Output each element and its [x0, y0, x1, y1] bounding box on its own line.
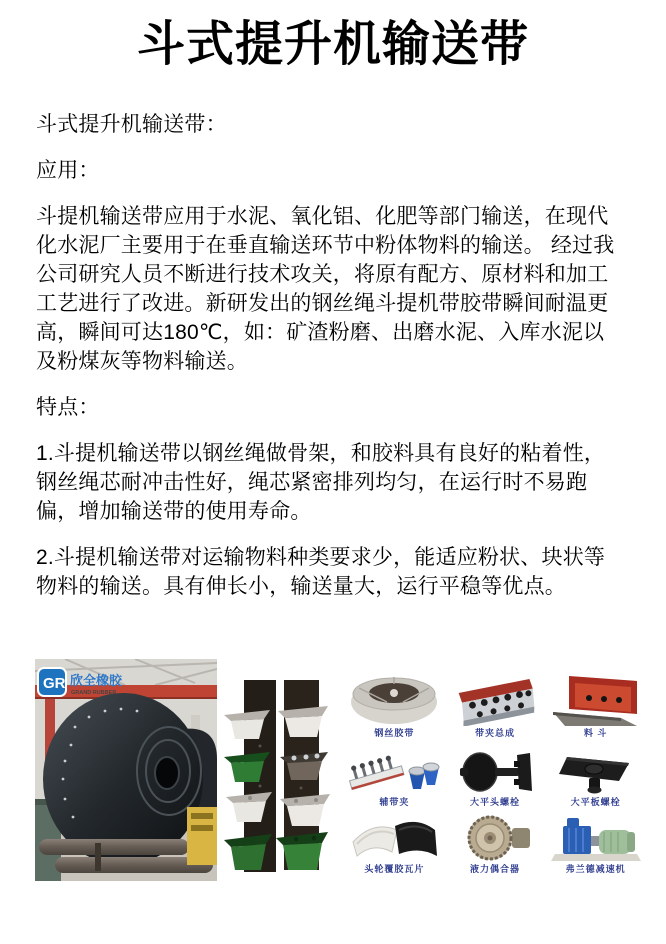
- product-label: 液力偶合器: [469, 864, 520, 874]
- factory-photo: [35, 659, 217, 881]
- flat-head-bolt-image: [448, 749, 542, 795]
- factory-photo-image: [35, 659, 217, 881]
- steel-wire-belt-image: [347, 672, 441, 726]
- application-paragraph: 斗提机输送带应用于水泥、氧化铝、化肥等部门输送，在现代化水泥厂主要用于在垂直输送环节中粉体物料的输送。 经过我公司研究人员不断进行技术攻关，将原有配方、原材料和加工工艺进行了改进。新研发出的钢丝绳斗提机带胶带瞬间耐温更高，瞬间可达180℃，如：矿渣粉磨、出磨水泥、入库水泥以及粉煤灰等物料输送。: [36, 205, 615, 373]
- bucket-display: [222, 666, 338, 879]
- flender-reducer-image: [549, 814, 643, 862]
- intro-heading: 斗式提升机输送带：: [36, 113, 227, 136]
- product-cell-belt-clamp-assembly: [445, 663, 546, 739]
- page-title: 斗式提升机输送带: [136, 18, 529, 71]
- product-label: 弗兰德减速机: [565, 864, 626, 874]
- product-label: 钢丝胶带: [374, 728, 415, 738]
- hopper-image: [549, 672, 643, 726]
- product-label: 辅带夹: [379, 797, 410, 807]
- bucket-display-image: [222, 666, 338, 879]
- product-cell-flat-plate-bolt: [545, 739, 646, 808]
- roll-center-hole: [155, 757, 179, 789]
- rubber-lagging-image: [347, 814, 441, 862]
- feature-item-1: 1.斗提机输送带以钢丝绳做骨架，和胶料具有良好的粘着性，钢丝绳芯耐冲击性好，绳芯紧密排列均匀，在运行时不易跑偏，增加输送带的使用寿命。: [36, 442, 606, 523]
- belt-clamp-assembly-image: [448, 672, 542, 726]
- machine-roller: [39, 839, 189, 855]
- accessory-grid: [344, 663, 646, 877]
- feature-item-2: 2.斗提机输送带对运输物料种类要求少，能适应粉状、块状等物料的输送。具有伸长小，输送量大，运行平稳等优点。: [36, 546, 606, 598]
- product-label: 头轮覆胶瓦片: [364, 864, 425, 874]
- application-heading: 应用：: [36, 159, 100, 182]
- fluid-coupling-image: [448, 814, 542, 862]
- blue-cups: [409, 763, 439, 789]
- aux-belt-clamp-image: [347, 749, 441, 795]
- features-heading: 特点：: [36, 396, 100, 419]
- logo-name-cn: 欣全橡胶: [70, 673, 123, 688]
- product-label: 大平头螺栓: [469, 797, 520, 807]
- product-cell-fluid-coupling: [445, 808, 546, 875]
- elevator-bucket-green: [276, 832, 328, 870]
- flat-plate-bolt-image: [549, 749, 643, 795]
- product-label: 带夹总成: [474, 728, 515, 738]
- product-cell-flat-head-bolt: [445, 739, 546, 808]
- product-cell-aux-belt-clamp: [344, 739, 445, 808]
- product-cell-flender-reducer: [545, 808, 646, 875]
- logo-monogram: GR: [43, 675, 66, 692]
- product-gallery: [0, 659, 666, 891]
- product-label: 大平板螺栓: [570, 797, 621, 807]
- logo-name-en: GRAND RUBBER: [71, 690, 117, 696]
- product-cell-hopper: [545, 663, 646, 739]
- product-cell-steel-wire-belt: [344, 663, 445, 739]
- description-text: [36, 110, 618, 618]
- yellow-machine: [187, 807, 217, 865]
- product-cell-rubber-lagging: [344, 808, 445, 875]
- product-label: 料 斗: [583, 728, 608, 738]
- brand-logo: [38, 668, 123, 696]
